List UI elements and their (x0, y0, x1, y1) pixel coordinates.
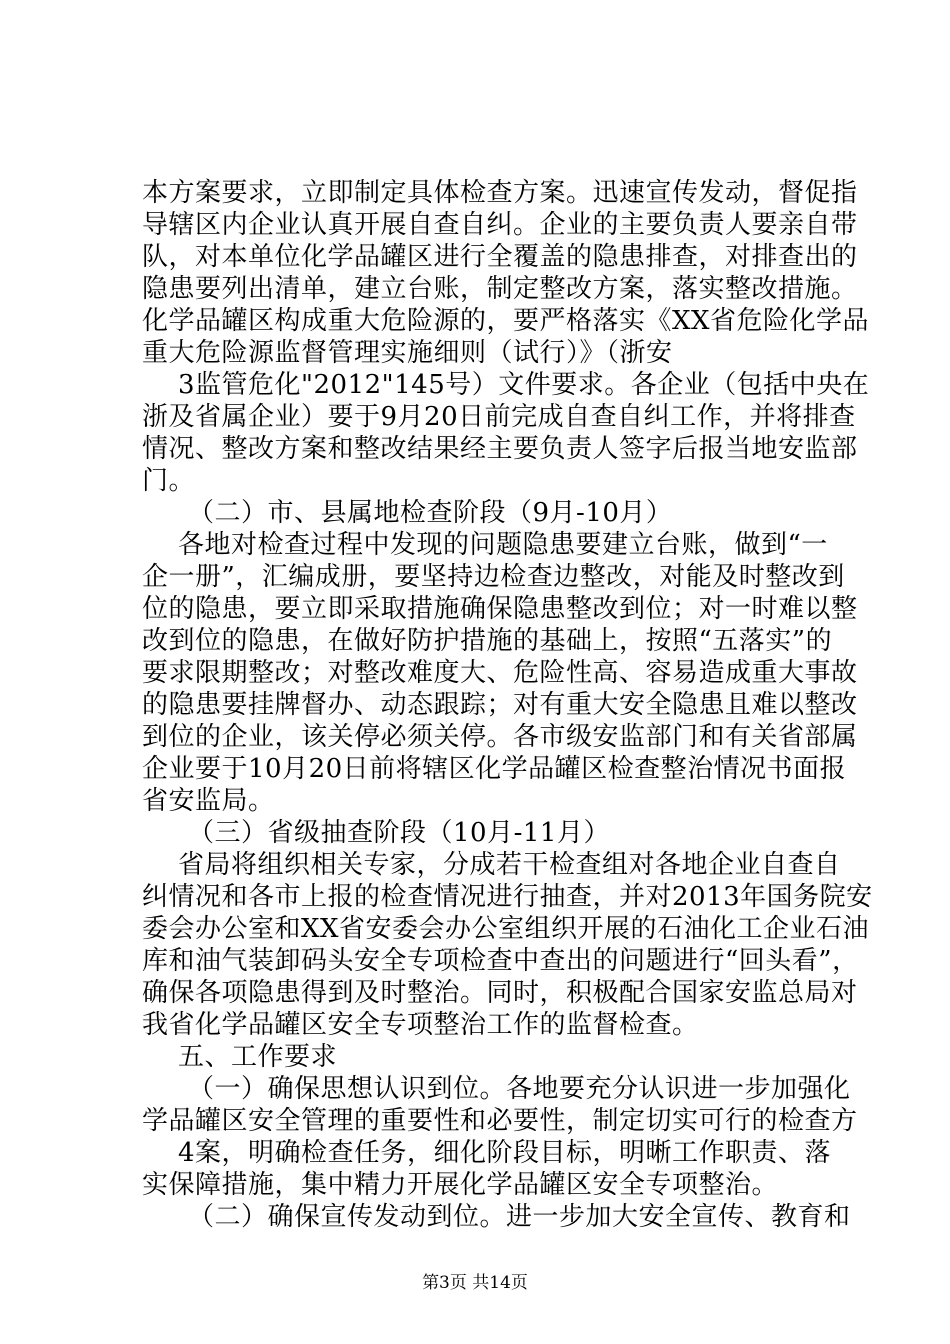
body-text-line: 企一册”，汇编成册，要坚持边检查边整改，对能及时整改到 (142, 562, 845, 592)
body-text-line: （二）确保宣传发动到位。进一步加大安全宣传、教育和 (188, 1202, 851, 1232)
page-number-footer: 第3页 共14页 (422, 1273, 528, 1293)
body-text-line: 省安监局。 (142, 786, 275, 816)
body-text-line: 纠情况和各市上报的检查情况进行抽查，并对2013年国务院安 (142, 882, 873, 912)
body-text-line: 库和油气装卸码头安全专项检查中查出的问题进行“回头看”， (142, 946, 859, 976)
body-text-line: 3监管危化"2012"145号）文件要求。各企业（包括中央在 (178, 370, 870, 400)
body-text-line: 隐患要列出清单，建立台账，制定整改方案，落实整改措施。 (142, 274, 858, 304)
body-text-line: 企业要于10月20日前将辖区化学品罐区检查整治情况书面报 (142, 754, 847, 784)
body-text-line: 情况、整改方案和整改结果经主要负责人签字后报当地安监部 (142, 434, 858, 464)
body-text-line: 重大危险源监督管理实施细则（试行）》（浙安 (142, 338, 673, 368)
body-text-line: 门。 (142, 466, 196, 496)
body-text-line: 导辖区内企业认真开展自查自纠。企业的主要负责人要亲自带 (142, 210, 858, 240)
body-text-line: 本方案要求，立即制定具体检查方案。迅速宣传发动，督促指 (142, 178, 858, 208)
body-text-line: 要求限期整改；对整改难度大、危险性高、容易造成重大事故 (142, 658, 858, 688)
body-text-line: 省局将组织相关专家，分成若干检查组对各地企业自查自 (178, 850, 841, 880)
body-text-line: 确保各项隐患得到及时整治。同时，积极配合国家安监总局对 (142, 978, 858, 1008)
body-text-line: 各地对检查过程中发现的问题隐患要建立台账，做到“一 (178, 530, 828, 560)
body-text-line: 浙及省属企业）要于9月20日前完成自查自纠工作，并将排查 (142, 402, 856, 432)
body-text-line: （一）确保思想认识到位。各地要充分认识进一步加强化 (188, 1074, 851, 1104)
body-text-line: 4案，明确检查任务，细化阶段目标，明晰工作职责、落 (178, 1138, 832, 1168)
body-text-line: 位的隐患，要立即采取措施确保隐患整改到位；对一时难以整 (142, 594, 858, 624)
section-heading: （二）市、县属地检查阶段（9月-10月） (188, 498, 673, 528)
body-text-line: 队，对本单位化学品罐区进行全覆盖的隐患排查，对排查出的 (142, 242, 858, 272)
section-heading: 五、工作要求 (178, 1042, 338, 1072)
body-text-line: 实保障措施，集中精力开展化学品罐区安全专项整治。 (142, 1170, 779, 1200)
body-text-line: 学品罐区安全管理的重要性和必要性，制定切实可行的检查方 (142, 1106, 858, 1136)
section-heading: （三）省级抽查阶段（10月-11月） (188, 818, 610, 848)
body-text-line: 化学品罐区构成重大危险源的，要严格落实《XX省危险化学品 (142, 306, 870, 336)
body-text-line: 我省化学品罐区安全专项整治工作的监督检查。 (142, 1010, 699, 1040)
body-text-line: 的隐患要挂牌督办、动态跟踪；对有重大安全隐患且难以整改 (142, 690, 858, 720)
body-text-line: 委会办公室和XX省安委会办公室组织开展的石油化工企业石油 (142, 914, 870, 944)
body-text-line: 到位的企业，该关停必须关停。各市级安监部门和有关省部属 (142, 722, 858, 752)
body-text-line: 改到位的隐患，在做好防护措施的基础上，按照“五落实”的 (142, 626, 833, 656)
